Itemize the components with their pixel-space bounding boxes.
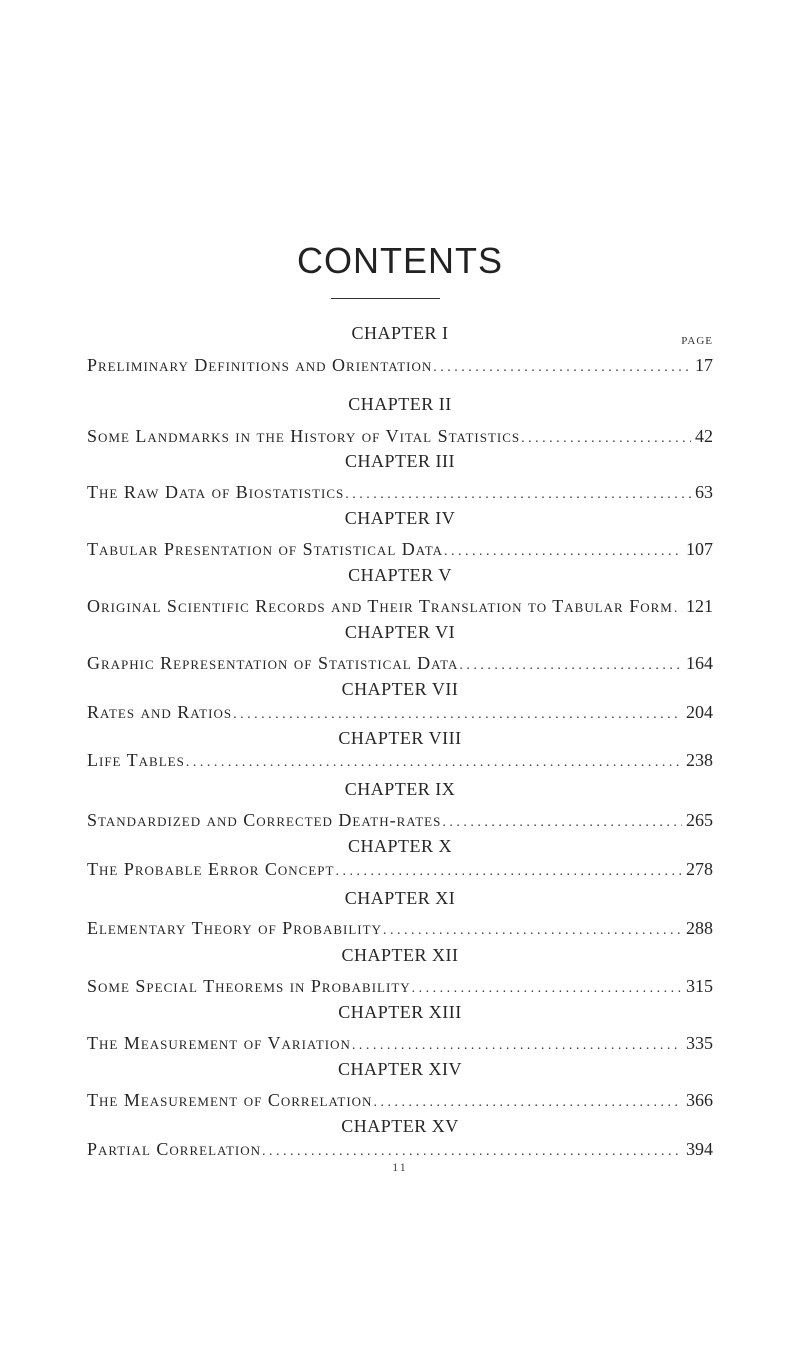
toc-entry-page: 278 — [686, 859, 713, 879]
chapter-heading: CHAPTER XII — [341, 945, 459, 965]
dot-leader — [233, 707, 682, 723]
page-column-label: PAGE — [681, 335, 713, 347]
dot-leader — [412, 981, 682, 997]
chapter-heading: CHAPTER XV — [341, 1116, 459, 1136]
toc-entry-page: 42 — [695, 426, 713, 446]
chapter-heading: CHAPTER XI — [344, 888, 456, 908]
dot-leader — [335, 864, 682, 880]
toc-entry[interactable] — [87, 702, 713, 723]
toc-entry-page: 204 — [686, 702, 713, 722]
chapter-heading: CHAPTER XIII — [338, 1002, 462, 1022]
toc-entry-page: 121 — [686, 596, 713, 616]
dot-leader — [345, 487, 691, 503]
toc-entry[interactable] — [87, 355, 713, 376]
chapter-heading: CHAPTER IV — [344, 508, 456, 528]
chapter-heading: CHAPTER V — [348, 565, 452, 585]
toc-entry-title: The Measurement of Correlation — [87, 1090, 373, 1110]
chapter-heading: CHAPTER VII — [341, 679, 459, 699]
chapter-heading: CHAPTER IX — [344, 779, 456, 799]
toc-entry-page: 63 — [695, 482, 713, 502]
toc-entry[interactable] — [87, 1033, 713, 1054]
dot-leader — [352, 1038, 682, 1054]
toc-entry-page: 366 — [686, 1090, 713, 1110]
chapter-heading: CHAPTER II — [348, 394, 452, 414]
toc-entry[interactable] — [87, 482, 713, 503]
toc-entry-page: 315 — [686, 976, 713, 996]
toc-entry-page: 265 — [686, 810, 713, 830]
toc-entry[interactable] — [87, 976, 713, 997]
toc-entry-title: Rates and Ratios — [87, 702, 233, 722]
chapter-heading: CHAPTER XIV — [337, 1059, 462, 1079]
page-title: CONTENTS — [297, 240, 503, 281]
toc-entry-title: Tabular Presentation of Statistical Data — [87, 539, 443, 559]
dot-leader — [444, 544, 682, 560]
dot-leader — [442, 815, 682, 831]
page-number-footer: 11 — [392, 1160, 408, 1174]
toc-entry-title: The Raw Data of Biostatistics — [87, 482, 345, 502]
toc-entry[interactable] — [87, 539, 713, 560]
toc-entry[interactable] — [87, 1139, 713, 1160]
toc-entry-page: 17 — [695, 355, 713, 375]
toc-entry-title: Original Scientific Records and Their Translation to Tabular Form — [87, 596, 673, 616]
toc-entry-title: Graphic Representation of Statistical Data — [87, 653, 459, 673]
chapter-heading: CHAPTER VI — [344, 622, 456, 642]
toc-entry-page: 164 — [686, 653, 713, 673]
toc-entry-title: Some Landmarks in the History of Vital Statistics — [87, 426, 521, 446]
toc-entry-title: Some Special Theorems in Probability — [87, 976, 411, 996]
chapter-heading: CHAPTER VIII — [338, 728, 462, 748]
toc-entry-page: 107 — [686, 539, 713, 559]
toc-entry-page: 238 — [686, 750, 713, 770]
dot-leader — [459, 658, 682, 674]
toc-entry-page: 394 — [686, 1139, 713, 1159]
dot-leader — [262, 1144, 682, 1160]
toc-entry-page: 288 — [686, 918, 713, 938]
toc-entry-title: Preliminary Definitions and Orientation — [87, 355, 433, 375]
toc-entry-page: 335 — [686, 1033, 713, 1053]
toc-entry[interactable] — [87, 750, 713, 771]
toc-entry-title: Partial Correlation — [87, 1139, 261, 1159]
toc-entry[interactable] — [87, 810, 713, 831]
toc-entry-title: Elementary Theory of Probability — [87, 918, 382, 938]
toc-entry[interactable] — [87, 859, 713, 880]
chapter-heading: CHAPTER X — [347, 836, 452, 856]
chapter-heading: CHAPTER III — [345, 451, 455, 471]
toc-entry[interactable] — [87, 918, 713, 939]
toc-entry-title: The Probable Error Concept — [87, 859, 335, 879]
dot-leader — [433, 360, 691, 376]
dot-leader — [521, 431, 691, 447]
toc-entry-title: Standardized and Corrected Death-rates — [87, 810, 442, 830]
toc-entry-title: The Measurement of Variation — [87, 1033, 351, 1053]
dot-leader — [383, 923, 682, 939]
chapter-heading: CHAPTER I — [351, 323, 449, 343]
toc-entry[interactable] — [87, 653, 713, 674]
toc-entry[interactable] — [87, 426, 713, 447]
dot-leader — [373, 1095, 682, 1111]
dot-leader — [674, 601, 682, 617]
toc-entry[interactable] — [87, 596, 713, 617]
title-divider — [331, 298, 440, 299]
toc-entry-title: Life Tables — [87, 750, 185, 770]
toc-entry[interactable] — [87, 1090, 713, 1111]
dot-leader — [186, 755, 682, 771]
